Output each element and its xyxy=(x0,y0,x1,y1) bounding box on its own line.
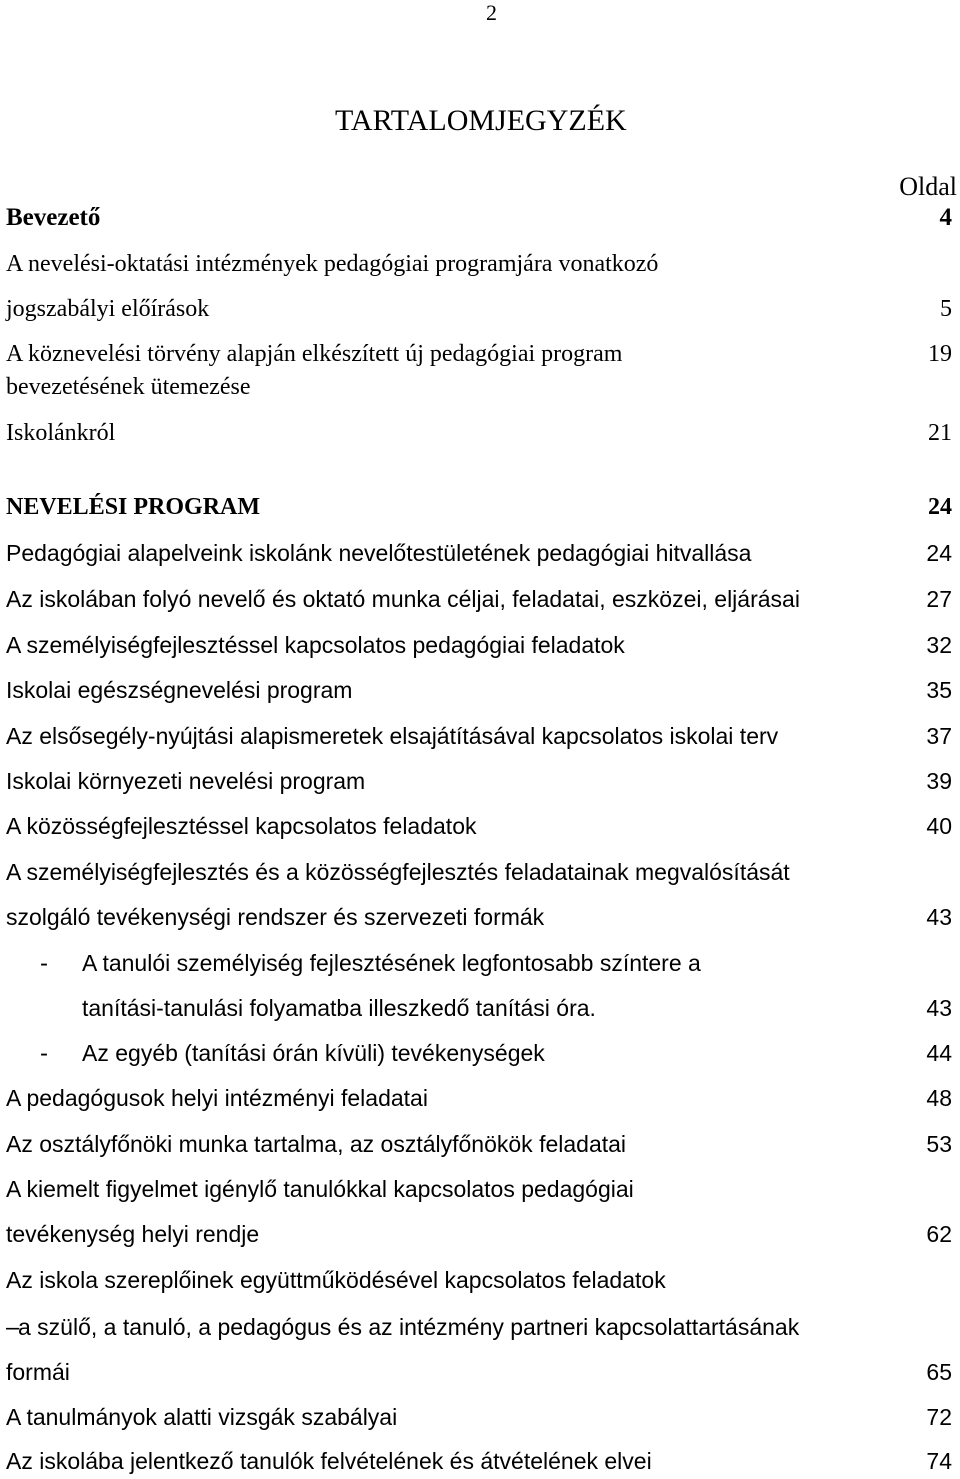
toc-entry-title: A pedagógusok helyi intézményi feladatai xyxy=(6,1085,428,1111)
toc-entry-page: 27 xyxy=(926,586,952,612)
toc-entry-title: A közösségfejlesztéssel kapcsolatos feladatok xyxy=(6,813,477,839)
toc-entry-title: jogszabályi előírások xyxy=(6,296,210,322)
toc-entry-page: 21 xyxy=(928,420,952,446)
toc-entry-page: 32 xyxy=(926,632,952,658)
toc-entry-title: Az osztályfőnöki munka tartalma, az osztályfőnökök feladatai xyxy=(6,1131,627,1157)
toc-entry-page: 5 xyxy=(940,296,952,322)
toc-entry-title: Iskolánkról xyxy=(6,420,116,446)
toc-section-heading: NEVELÉSI PROGRAM xyxy=(6,494,261,520)
toc-entry-title: A személyiségfejlesztés és a közösségfejlesztés feladatainak megvalósítását xyxy=(6,859,790,885)
toc-entry-page: 44 xyxy=(926,1040,952,1066)
toc-entry-title: bevezetésének ütemezése xyxy=(6,374,251,400)
toc-entry-page: 37 xyxy=(926,723,952,749)
list-dash: - xyxy=(40,950,48,977)
page-title: TARTALOMJEGYZÉK xyxy=(335,104,627,137)
toc-entry-page: 62 xyxy=(926,1221,952,1247)
toc-entry-page: 35 xyxy=(926,677,952,703)
list-dash: – xyxy=(6,1314,20,1341)
toc-entry-title: A tanulmányok alatti vizsgák szabályai xyxy=(6,1404,398,1430)
toc-entry-page: 72 xyxy=(926,1404,952,1430)
toc-entry-title: A kiemelt figyelmet igénylő tanulókkal kapcsolatos pedagógiai xyxy=(6,1176,634,1202)
toc-entry-title: A személyiségfejlesztéssel kapcsolatos pedagógiai feladatok xyxy=(6,632,625,658)
toc-entry-title: tanítási-tanulási folyamatba illeszkedő tanítási óra. xyxy=(82,995,596,1021)
toc-entry-page: 65 xyxy=(926,1359,952,1385)
toc-entry-title: Az elsősegély-nyújtási alapismeretek elsajátításával kapcsolatos iskolai terv xyxy=(6,723,779,749)
toc-entry-page: 19 xyxy=(928,341,952,367)
toc-entry-title: Az iskolába jelentkező tanulók felvételének és átvételének elvei xyxy=(6,1448,652,1474)
toc-entry-page: 39 xyxy=(926,768,952,794)
toc-entry-title: formái xyxy=(6,1359,70,1385)
toc-entry-page: 4 xyxy=(939,204,952,231)
toc-entry-title: Pedagógiai alapelveink iskolánk nevelőtestületének pedagógiai hitvallása xyxy=(6,540,752,566)
toc-entry-title: szolgáló tevékenységi rendszer és szervezeti formák xyxy=(6,904,545,930)
toc-entry-title: Az egyéb (tanítási órán kívüli) tevékenységek xyxy=(82,1040,545,1066)
toc-entry-page: 24 xyxy=(926,540,952,566)
toc-entry-title: A nevelési-oktatási intézmények pedagógiai programjára vonatkozó xyxy=(6,251,659,277)
list-dash: - xyxy=(40,1040,48,1067)
toc-entry-page: 43 xyxy=(926,995,952,1021)
toc-entry-title: Az iskola szereplőinek együttműködésével kapcsolatos feladatok xyxy=(6,1267,666,1293)
toc-entry-title: Iskolai egészségnevelési program xyxy=(6,677,353,703)
toc-entry-page: 48 xyxy=(926,1085,952,1111)
toc-entry-page: 40 xyxy=(926,813,952,839)
page-number: 2 xyxy=(486,0,497,25)
toc-entry-page: 43 xyxy=(926,904,952,930)
toc-entry-title: tevékenység helyi rendje xyxy=(6,1221,260,1247)
toc-entry-title: Az iskolában folyó nevelő és oktató munka céljai, feladatai, eszközei, eljárásai xyxy=(6,586,800,612)
toc-entry-title: Iskolai környezeti nevelési program xyxy=(6,768,366,794)
toc-entry-page: 53 xyxy=(926,1131,952,1157)
toc-entry-title: A tanulói személyiség fejlesztésének legfontosabb színtere a xyxy=(82,950,701,976)
toc-entry-title: A köznevelési törvény alapján elkészített új pedagógiai program xyxy=(6,341,623,367)
toc-entry-page: 74 xyxy=(926,1448,952,1474)
toc-entry-title: a szülő, a tanuló, a pedagógus és az intézmény partneri kapcsolattartásának xyxy=(18,1314,800,1340)
toc-entry-title: Bevezető xyxy=(6,204,101,231)
page-column-header: Oldal xyxy=(899,172,957,201)
toc-entry-page: 24 xyxy=(928,494,952,520)
